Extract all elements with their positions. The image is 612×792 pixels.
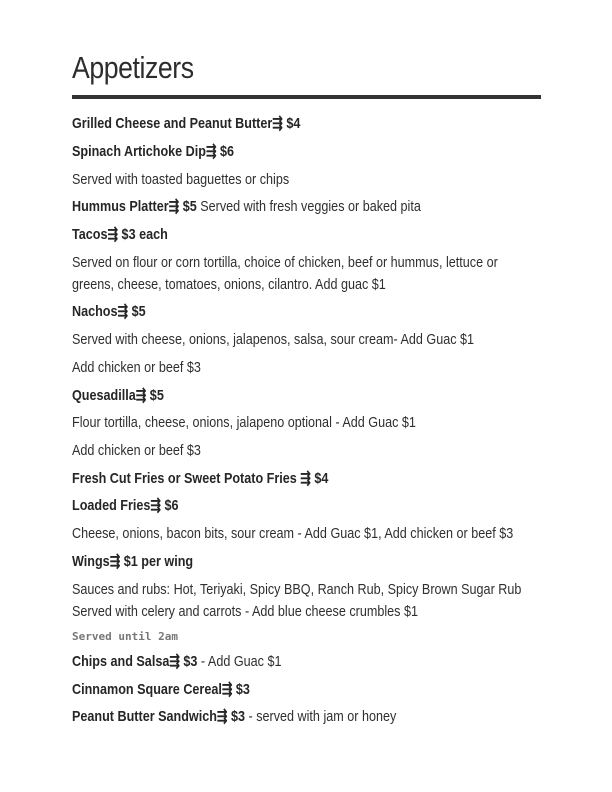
page-title: Appetizers <box>72 50 194 85</box>
item-name: Chips and Salsa <box>72 653 170 670</box>
menu-item-nachos <box>72 302 146 321</box>
item-name: Fresh Cut Fries or Sweet Potato Fries <box>72 470 301 487</box>
item-description: Cheese, onions, bacon bits, sour cream - Add Guac $1, Add chicken or beef $3 <box>72 525 514 542</box>
item-price: $6 <box>220 143 235 160</box>
arrow-icon: ⇶ <box>169 653 180 670</box>
title-divider <box>72 95 541 99</box>
item-name: Quesadilla <box>72 387 136 404</box>
arrow-icon: ⇶ <box>272 115 283 132</box>
menu-item-grilled-cheese <box>72 114 300 133</box>
item-price: $6 <box>164 497 179 514</box>
item-description: Add chicken or beef $3 <box>72 359 201 376</box>
item-name: Loaded Fries <box>72 497 151 514</box>
item-note: Served with fresh veggies or baked pita <box>200 198 421 215</box>
item-price: $5 <box>131 303 146 320</box>
menu-item-wings <box>72 552 193 571</box>
item-description: Flour tortilla, cheese, onions, jalapeno optional - Add Guac $1 <box>72 414 416 431</box>
item-note: - Add Guac $1 <box>197 653 282 670</box>
item-note: - served with jam or honey <box>245 708 397 725</box>
late-night-label: Served until 2am <box>72 630 178 643</box>
item-description: Served with toasted baguettes or chips <box>72 171 290 188</box>
item-description: greens, cheese, tomatoes, onions, cilantro. Add guac $1 <box>72 276 386 293</box>
item-name: Hummus Platter <box>72 198 169 215</box>
arrow-icon: ⇶ <box>300 470 311 487</box>
arrow-icon: ⇶ <box>117 303 129 320</box>
menu-item-tacos <box>72 225 168 244</box>
arrow-icon: ⇶ <box>205 143 217 160</box>
item-description: Add chicken or beef $3 <box>72 442 201 459</box>
item-name: Grilled Cheese and Peanut Butter <box>72 115 273 132</box>
arrow-icon: ⇶ <box>168 198 180 215</box>
menu-item-hummus <box>72 197 421 216</box>
item-price: $1 per wing <box>123 553 194 570</box>
menu-item-fries <box>72 469 328 488</box>
arrow-icon: ⇶ <box>107 226 119 243</box>
arrow-icon: ⇶ <box>216 708 228 725</box>
item-name: Cinnamon Square Cereal <box>72 681 222 698</box>
item-price: $3 <box>230 708 246 725</box>
menu-item-pb-sandwich <box>72 707 396 726</box>
item-description: Served with celery and carrots - Add blue cheese crumbles $1 <box>72 603 418 620</box>
item-price: $3 <box>235 681 250 698</box>
item-description: Sauces and rubs: Hot, Teriyaki, Spicy BBQ, Ranch Rub, Spicy Brown Sugar Rub <box>72 581 522 598</box>
item-price: $5 <box>182 198 197 215</box>
item-description: Served with cheese, onions, jalapenos, salsa, sour cream- Add Guac $1 <box>72 331 475 348</box>
item-price: $4 <box>314 470 329 487</box>
item-price: $3 <box>183 653 198 670</box>
menu-item-spinach-dip <box>72 142 234 161</box>
menu-item-loaded-fries <box>72 496 179 515</box>
item-description: Served on flour or corn tortilla, choice of chicken, beef or hummus, lettuce or <box>72 254 498 271</box>
item-name: Tacos <box>72 226 108 243</box>
item-price: $3 each <box>121 226 168 243</box>
arrow-icon: ⇶ <box>135 387 147 404</box>
arrow-icon: ⇶ <box>221 681 233 698</box>
item-name: Wings <box>72 553 110 570</box>
menu-item-cereal <box>72 680 250 699</box>
arrow-icon: ⇶ <box>150 497 161 514</box>
item-name: Peanut Butter Sandwich <box>72 708 217 725</box>
menu-item-quesadilla <box>72 386 164 405</box>
item-name: Spinach Artichoke Dip <box>72 143 206 160</box>
item-price: $5 <box>149 387 164 404</box>
item-price: $4 <box>286 115 301 132</box>
menu-item-chips-salsa <box>72 652 281 671</box>
arrow-icon: ⇶ <box>109 553 121 570</box>
item-name: Nachos <box>72 303 118 320</box>
